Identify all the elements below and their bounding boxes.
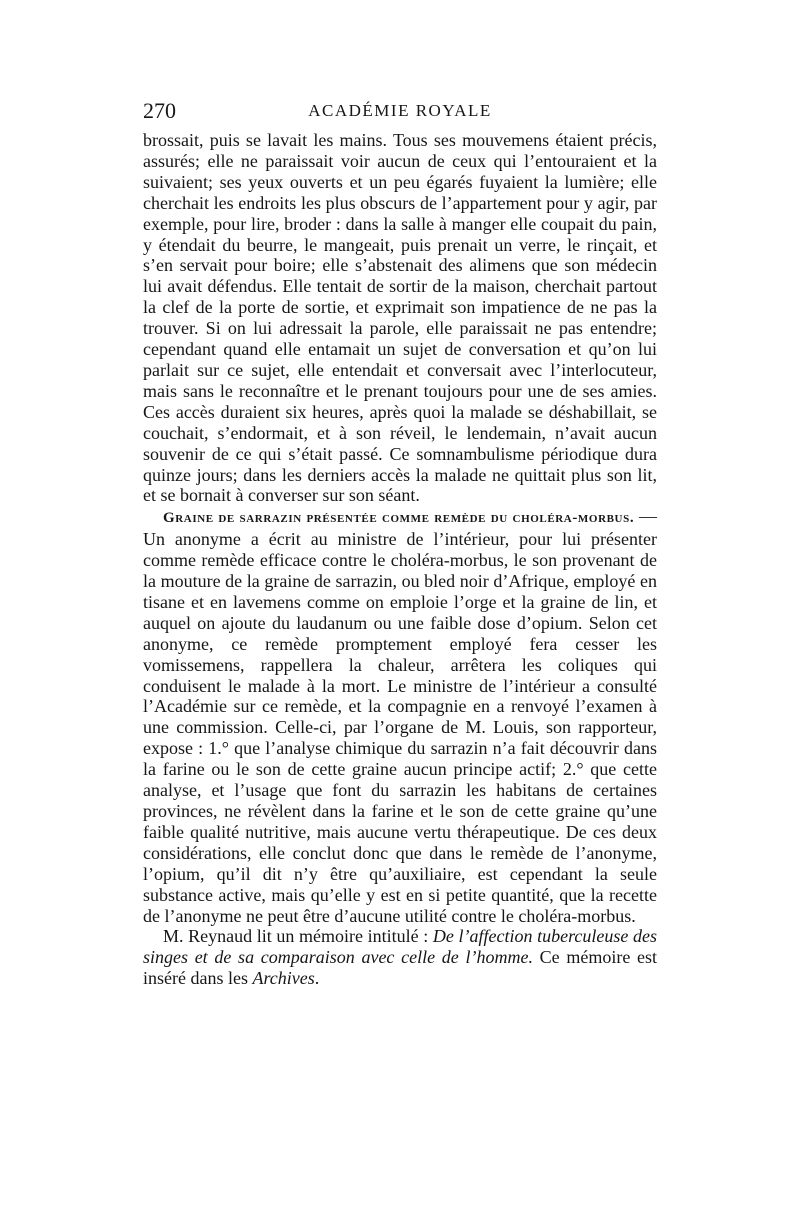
archives-title: Archives — [252, 968, 315, 989]
body-text — [143, 130, 657, 989]
paragraph-sarrazin — [143, 506, 657, 926]
page-number: 270 — [143, 98, 176, 123]
paragraph-reynaud-mid: Ce mémoire est inséré dans les — [143, 947, 657, 989]
page-header — [143, 98, 657, 128]
running-title: ACADÉMIE ROYALE — [308, 101, 492, 120]
paragraph-reynaud — [143, 926, 657, 989]
paragraph-reynaud-end: . — [314, 968, 320, 989]
section-heading: Graine de sarrazin présentée comme remède du choléra-morbus. — [163, 510, 635, 527]
paragraph-reynaud-start: M. Reynaud lit un mémoire intitulé : — [163, 926, 433, 947]
paragraph-somnambulism: brossait, puis se lavait les mains. Tous ses mouvemens étaient précis, assurés; elle ne paraissait voir aucun de ceux qui l’entouraient et la suivaient; ses yeux ouverts et un peu égarés fuyaient la lumière; elle cherchait les endroits les plus obscurs de l’appartement pour y agir, par exemple, pour lire, broder : dans la salle à manger elle coupait du pain, y étendait du beurre, le mangeait, puis prenait un verre, le rinçait, et s’en servait pour boire; elle s’abstenait des alimens que son médecin lui avait défendus. Elle tentait de sortir de la maison, cherchait partout la clef de la porte de sortie, et exprimait son impatience de ne pas la trouver. Si on lui adressait la parole, elle paraissait ne pas entendre; cependant quand elle entamait un sujet de conversation et qu’on lui parlait sur ce sujet, elle entendait et conversait avec l’interlocuteur, mais sans le reconnaître et le prenant toujours pour une de ses amies. Ces accès duraient six heures, après quoi la malade se déshabillait, se couchait, s’endormait, et à son réveil, le lendemain, n’avait aucun souvenir de ce qui s’était passé. Ce somnambulisme périodique dura quinze jours; dans les derniers accès la malade ne quittait plus son lit, et se bornait à converser sur son séant. — [143, 130, 657, 506]
memoir-title: De l’affection tuberculeuse des singes et de sa comparaison avec celle de l’homme. — [143, 926, 657, 968]
paragraph-sarrazin-text: — Un anonyme a écrit au ministre de l’intérieur, pour lui présenter comme remède efficace contre le choléra-morbus, le son provenant de la mouture de la graine de sarrazin, ou bled noir d’Afrique, employé en tisane et en lavemens comme on emploie l’orge et la graine de lin, et auquel on ajoute du laudanum ou une faible dose d’opium. Selon cet anonyme, ce remède promptement employé fera cesser les vomissemens, rappellera la chaleur, arrêtera les coliques qui conduisent le malade à la mort. Le ministre de l’intérieur a consulté l’Académie sur ce remède, et la compagnie en a renvoyé l’examen à une commission. Celle-ci, par l’organe de M. Louis, son rapporteur, expose : 1.° que l’analyse chimique du sarrazin n’a fait découvrir dans la farine ou le son de cette graine aucun principe actif; 2.° que cette analyse, et l’usage que font du sarrazin les habitans de certaines provinces, ne révèlent dans la farine et le son de cette graine qu’une faible qualité nutritive, mais aucune vertu thérapeutique. De ces deux considérations, elle conclut donc que dans le remède de l’anonyme, l’opium, qu’il dit n’y être qu’auxiliaire, est cependant la seule substance active, mais qu’elle y est en si petite quantité, que la recette de l’anonyme ne peut être d’aucune utilité contre le choléra-morbus. — [143, 506, 657, 926]
